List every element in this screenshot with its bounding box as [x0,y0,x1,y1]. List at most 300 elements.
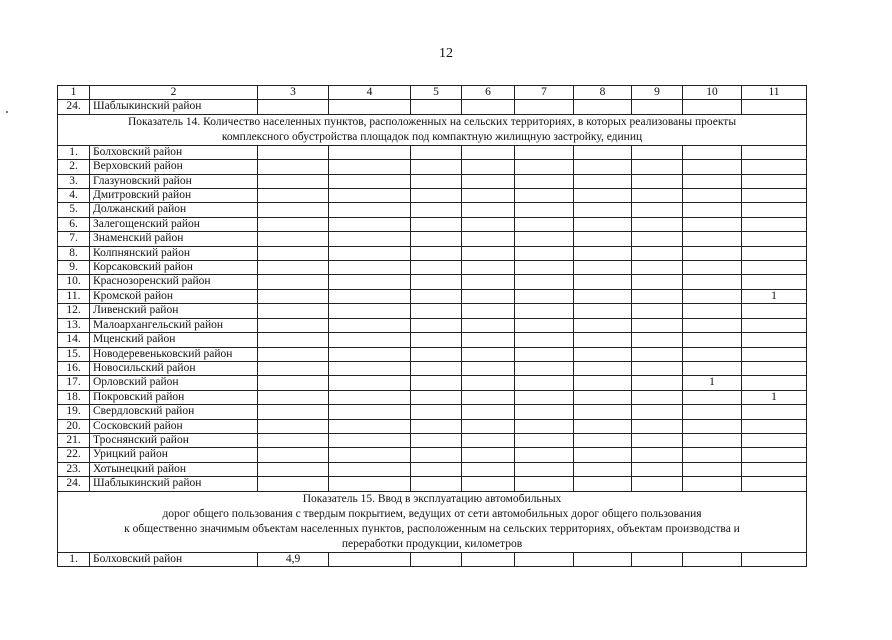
section-header-row [58,491,807,552]
section-title [58,491,807,552]
table-row [58,361,807,375]
value-cell [683,390,742,404]
table-row [58,275,807,289]
value-cell [515,419,574,433]
column-header: 7 [515,86,574,100]
table-row [58,160,807,174]
row-number: 8. [58,246,90,260]
value-cell [574,448,632,462]
row-number: 11. [58,289,90,303]
value-cell [574,232,632,246]
table-row [58,289,807,303]
value-cell [515,552,574,566]
value-cell [742,246,807,260]
row-number: 12. [58,304,90,318]
value-cell [258,448,329,462]
row-number: 1. [58,552,90,566]
value-cell [683,347,742,361]
value-cell [742,433,807,447]
row-number: 10. [58,275,90,289]
value-cell [742,174,807,188]
value-cell: 4,9 [258,552,329,566]
district-name: Знаменский район [90,232,258,246]
value-cell [258,203,329,217]
value-cell [462,246,515,260]
value-cell [632,217,683,231]
value-cell [411,318,462,332]
value-cell [258,275,329,289]
value-cell [258,145,329,159]
value-cell: 1 [742,390,807,404]
value-cell [515,275,574,289]
value-cell [411,390,462,404]
value-cell [462,174,515,188]
table-row [58,100,807,114]
value-cell [683,289,742,303]
value-cell [462,433,515,447]
value-cell [683,361,742,375]
value-cell [411,448,462,462]
section-title [58,114,807,145]
value-cell [411,333,462,347]
value-cell [574,189,632,203]
value-cell [329,552,411,566]
value-cell [574,419,632,433]
table-row [58,347,807,361]
value-cell [574,390,632,404]
value-cell [683,318,742,332]
value-cell [258,304,329,318]
value-cell [258,160,329,174]
value-cell [329,318,411,332]
value-cell [742,376,807,390]
district-name: Дмитровский район [90,189,258,203]
value-cell [462,376,515,390]
value-cell [683,217,742,231]
district-name: Верховский район [90,160,258,174]
value-cell [632,390,683,404]
value-cell [574,477,632,491]
table-row [58,318,807,332]
value-cell [462,203,515,217]
value-cell [742,232,807,246]
row-number: 3. [58,174,90,188]
table-row [58,261,807,275]
table-row [58,390,807,404]
district-name: Сосковский район [90,419,258,433]
row-number: 16. [58,361,90,375]
district-name: Покровский район [90,390,258,404]
value-cell [258,232,329,246]
row-number: 24. [58,100,90,114]
table-row [58,405,807,419]
district-name: Орловский район [90,376,258,390]
value-cell [411,232,462,246]
value-cell [462,160,515,174]
district-name: Ливенский район [90,304,258,318]
value-cell [632,448,683,462]
value-cell [329,160,411,174]
row-number: 6. [58,217,90,231]
row-number: 22. [58,448,90,462]
value-cell [515,232,574,246]
value-cell [742,100,807,114]
row-number: 14. [58,333,90,347]
value-cell [462,189,515,203]
value-cell [329,448,411,462]
value-cell [329,275,411,289]
column-header: 5 [411,86,462,100]
value-cell [632,246,683,260]
value-cell [574,405,632,419]
value-cell [632,333,683,347]
value-cell [411,174,462,188]
district-name: Шаблыкинский район [90,100,258,114]
table-row [58,203,807,217]
value-cell [632,433,683,447]
table-row [58,333,807,347]
value-cell [683,304,742,318]
table-row [58,174,807,188]
value-cell [742,275,807,289]
value-cell [329,145,411,159]
value-cell [515,100,574,114]
value-cell [258,477,329,491]
value-cell [329,361,411,375]
value-cell [574,433,632,447]
value-cell [632,361,683,375]
table-row [58,477,807,491]
value-cell [462,217,515,231]
value-cell [515,174,574,188]
column-header: 10 [683,86,742,100]
value-cell [632,174,683,188]
row-number: 17. [58,376,90,390]
column-header: 2 [90,86,258,100]
value-cell [329,405,411,419]
value-cell [515,433,574,447]
value-cell [683,203,742,217]
district-name: Корсаковский район [90,261,258,275]
value-cell [515,304,574,318]
value-cell [329,246,411,260]
section-title-line: комплексного обустройства площадок под компактную жилищную застройку, единиц [221,130,643,143]
value-cell [258,376,329,390]
value-cell [258,405,329,419]
value-cell [574,160,632,174]
value-cell [258,419,329,433]
value-cell [574,304,632,318]
row-number: 24. [58,477,90,491]
value-cell [258,318,329,332]
value-cell [329,419,411,433]
value-cell [742,347,807,361]
value-cell [329,376,411,390]
value-cell [574,462,632,476]
value-cell [742,160,807,174]
value-cell [742,145,807,159]
column-header: 1 [58,86,90,100]
value-cell [515,246,574,260]
value-cell [329,174,411,188]
value-cell [411,246,462,260]
value-cell [515,203,574,217]
column-header: 3 [258,86,329,100]
value-cell [258,217,329,231]
value-cell [258,333,329,347]
section-title-line: дорог общего пользования с твердым покрытием, ведущих от сети автомобильных дорог общего пользования [162,507,702,520]
value-cell [329,333,411,347]
value-cell [411,376,462,390]
value-cell [574,318,632,332]
value-cell [632,275,683,289]
value-cell [742,448,807,462]
value-cell [329,232,411,246]
district-name: Колпнянский район [90,246,258,260]
value-cell [411,189,462,203]
row-number: 18. [58,390,90,404]
value-cell [329,347,411,361]
table-row [58,189,807,203]
value-cell [632,100,683,114]
value-cell [574,361,632,375]
value-cell [258,289,329,303]
value-cell [462,100,515,114]
value-cell [742,318,807,332]
value-cell [574,261,632,275]
table-row [58,552,807,566]
row-number: 7. [58,232,90,246]
value-cell [742,333,807,347]
value-cell [742,477,807,491]
district-name: Урицкий район [90,448,258,462]
value-cell [411,347,462,361]
row-number: 21. [58,433,90,447]
value-cell [742,552,807,566]
value-cell [683,333,742,347]
table-row [58,462,807,476]
value-cell [258,433,329,447]
value-cell [683,246,742,260]
value-cell [515,217,574,231]
value-cell [742,261,807,275]
value-cell [462,462,515,476]
value-cell [515,189,574,203]
value-cell [574,333,632,347]
row-number: 15. [58,347,90,361]
value-cell [683,275,742,289]
table-row [58,433,807,447]
value-cell [462,333,515,347]
value-cell [258,261,329,275]
value-cell [411,275,462,289]
row-number: 4. [58,189,90,203]
value-cell [258,189,329,203]
district-name: Должанский район [90,203,258,217]
value-cell [683,145,742,159]
value-cell [683,552,742,566]
district-name: Новосильский район [90,361,258,375]
value-cell [411,160,462,174]
table-row [58,145,807,159]
value-cell [329,189,411,203]
district-name: Хотынецкий район [90,462,258,476]
value-cell [683,261,742,275]
page-number: 12 [439,46,453,61]
district-name: Новодеревеньковский район [90,347,258,361]
value-cell [329,477,411,491]
value-cell [683,174,742,188]
district-name: Глазуновский район [90,174,258,188]
value-cell [462,477,515,491]
column-header: 11 [742,86,807,100]
column-header-row [58,86,807,100]
indicator-table [57,85,807,567]
value-cell [574,145,632,159]
value-cell: 1 [742,289,807,303]
value-cell [462,361,515,375]
value-cell [574,203,632,217]
value-cell [742,361,807,375]
value-cell [411,462,462,476]
value-cell [632,419,683,433]
district-name: Мценский район [90,333,258,347]
value-cell [411,145,462,159]
district-name: Свердловский район [90,405,258,419]
section-title-line: к общественно значимым объектам населенных пунктов, расположенным на сельских территориях, объектам производства и [124,522,740,535]
value-cell [329,100,411,114]
row-number: 13. [58,318,90,332]
value-cell [683,462,742,476]
district-name: Шаблыкинский район [90,477,258,491]
value-cell [742,203,807,217]
value-cell [462,145,515,159]
row-number: 23. [58,462,90,476]
row-number: 2. [58,160,90,174]
value-cell [574,174,632,188]
value-cell [515,448,574,462]
value-cell [462,390,515,404]
value-cell [462,289,515,303]
value-cell [411,261,462,275]
value-cell [515,318,574,332]
row-number: 5. [58,203,90,217]
value-cell [683,405,742,419]
row-number: 20. [58,419,90,433]
value-cell [632,376,683,390]
value-cell [329,217,411,231]
value-cell [632,145,683,159]
value-cell [411,100,462,114]
district-name: Малоархангельский район [90,318,258,332]
value-cell [632,462,683,476]
value-cell [258,390,329,404]
value-cell [515,347,574,361]
value-cell [462,552,515,566]
value-cell [632,347,683,361]
value-cell [632,304,683,318]
value-cell [742,405,807,419]
section-title-line: Показатель 14. Количество населенных пунктов, расположенных на сельских территориях, в которых реализованы проекты [127,115,737,128]
value-cell [632,552,683,566]
value-cell [574,217,632,231]
table-body [58,86,807,567]
value-cell [329,203,411,217]
value-cell [329,261,411,275]
district-name: Болховский район [90,145,258,159]
value-cell [258,100,329,114]
value-cell [515,477,574,491]
value-cell [683,189,742,203]
value-cell [258,174,329,188]
value-cell [462,405,515,419]
district-name: Кромской район [90,289,258,303]
value-cell [574,246,632,260]
section-title-line: Показатель 15. Ввод в эксплуатацию автомобильных [302,492,562,505]
value-cell [632,160,683,174]
value-cell [411,289,462,303]
value-cell [462,318,515,332]
value-cell [462,232,515,246]
value-cell [683,419,742,433]
value-cell [683,160,742,174]
value-cell [411,552,462,566]
value-cell [515,261,574,275]
value-cell [462,275,515,289]
section-header-row [58,114,807,145]
value-cell [515,462,574,476]
value-cell [258,246,329,260]
value-cell [683,433,742,447]
value-cell [411,419,462,433]
value-cell [574,100,632,114]
value-cell [329,462,411,476]
value-cell [632,189,683,203]
table-row [58,448,807,462]
value-cell [632,289,683,303]
value-cell [411,405,462,419]
value-cell: 1 [683,376,742,390]
table-row [58,246,807,260]
value-cell [462,419,515,433]
value-cell [515,376,574,390]
value-cell [574,376,632,390]
value-cell [683,232,742,246]
value-cell [632,261,683,275]
value-cell [632,318,683,332]
value-cell [515,289,574,303]
value-cell [515,361,574,375]
value-cell [329,304,411,318]
value-cell [411,304,462,318]
value-cell [329,289,411,303]
value-cell [462,347,515,361]
table-row [58,376,807,390]
column-header: 6 [462,86,515,100]
table-row [58,304,807,318]
value-cell [411,433,462,447]
value-cell [632,203,683,217]
section-title-line: переработки продукции, километров [341,537,523,550]
value-cell [462,448,515,462]
value-cell [632,477,683,491]
district-name: Болховский район [90,552,258,566]
value-cell [411,477,462,491]
table-row [58,419,807,433]
table-row [58,232,807,246]
value-cell [574,552,632,566]
value-cell [411,203,462,217]
